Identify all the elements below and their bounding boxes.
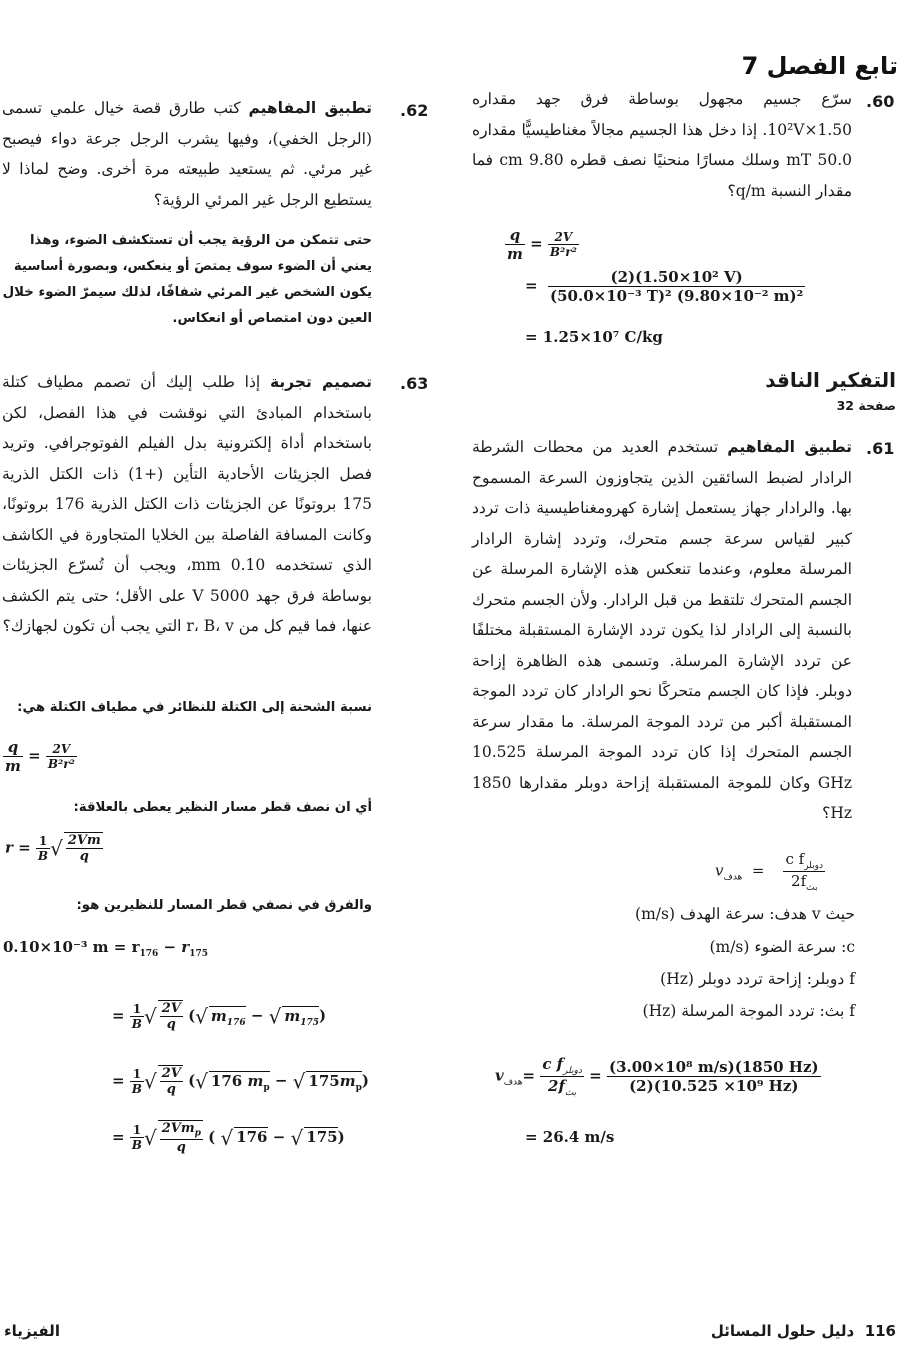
- answer-intro: نسبة الشحنة إلى الكتلة للنظائر في مطياف الكتلة هي:: [17, 700, 372, 715]
- q63-equation-radius: r = $\frac{1}{B}$ √ $\frac{2Vm}{q}$: [5, 833, 101, 864]
- question-number-63: .63: [400, 374, 429, 393]
- question-label: تصميم تجربة: [269, 373, 372, 391]
- q63-equation-step-1: = $\frac{1}{B}$ √ $\frac{2V}{q}$ (√ $m_{176}$ − √ $m_{175}$): [112, 1001, 327, 1032]
- question-label: تطبيق المفاهيم: [727, 438, 852, 456]
- q63-equation-step-3: = $\frac{1}{B}$ √ $\frac{2Vm_p}{q}$ ( √ 176 − √ 175): [112, 1121, 345, 1155]
- footer-page-info: [711, 1322, 896, 1340]
- eq-numerator: (3.00×10⁸ m/s)(1850 Hz): [608, 1058, 819, 1076]
- question-body: إذا طلب إليك أن تصمم مطياف كتلة باستخدام المبادئ التي نوقشت في هذا الفصل، لكن باستخدام أداة إلكترونية بدل الفيلم الفوتوجرافي. وتريد فصل الجزيئات الأحادية التأين (+1) ذات الكتل الذرية 175 بروتونًا عن الجزيئات ذات الكتل الذرية 176 بروتونًا، وكانت المسافة الفاصلة بين الخلايا المتجاورة في الكاشف الذي تستخدمه 0.10 mm، ويجب أن تُسرّع الجزيئات بوساطة فرق جهد 5000 V على الأقل؛ حتى يتم الكشف عنها، فما قيم كل من r، B، v التي يجب أن تكون لجهازك؟: [2, 373, 373, 635]
- eq-denominator: m: [507, 245, 523, 263]
- doppler-formula: $v_{هدف}$ = $\frac{c f_{دوبلر}}{2f_{بث}}$: [715, 850, 824, 893]
- eq-numerator: c $f_{دوبلر}$: [542, 1055, 582, 1076]
- question-62-text: [2, 93, 372, 215]
- eq-numerator: (2)(1.50×10² V): [548, 268, 805, 287]
- footer-book-title: دليل حلول المسائل: [710, 1322, 855, 1340]
- question-number-60: .60: [866, 92, 895, 111]
- q63-equation-difference: 0.10×10⁻³ $m = r_{176} - r_{175}$: [3, 938, 208, 959]
- legend-line: f دوبلر: إزاحة تردد دوبلر (Hz): [660, 970, 855, 988]
- section-title-critical-thinking: التفكير الناقد: [765, 368, 896, 392]
- question-body: كتب طارق قصة خيال علمي تسمى (الرجل الخفي)، وفيها يشرب الرجل جرعة دواء فيصبح غير مرئي. ثم يستعيد طبيعته مرة أخرى. وضح لماذا لا يستطيع الرجل غير المرئي الرؤية؟: [2, 99, 372, 209]
- eq-denominator: B²r²: [549, 245, 577, 259]
- question-number-62: .62: [400, 101, 429, 120]
- question-body: تستخدم العديد من محطات الشرطة الرادار لضبط السائقين الذين يتجاوزون السرعة المسموح بها. والرادار جهاز يستعمل إشارة كهرومغناطيسية ذات تردد كبير لقياس سرعة جسم متحرك، وتردد إشارة الرادار المرسلة معلوم، وعندما تنعكس هذه الإشارة المرسلة عن الجسم المتحرك تلتقط من قبل الرادار. ولأن الجسم متحرك بالنسبة إلى الرادار لذا يكون تردد الإشارة المستقبلة مختلفًا عن تردد الإشارة المرسلة. وتسمى هذه الظاهرة إزاحة دوبلر. فإذا كان الجسم متحركًا نحو الرادار كان تردد الموجة المستقبلة أكبر من تردد الموجة المرسلة. ما مقدار سرعة الجسم المتحرك إذا كان تردد الموجة المرسلة 10.525 GHz وكان للموجة المستقبلة إزاحة دوبلر مقدارها 1850 Hz؟: [472, 438, 852, 822]
- question-60-text: سرّع جسيم مجهول بوساطة فرق جهد مقداره 1.50×10²V. إذا دخل هذا الجسيم مجالاً مغناطيسيًّا مقداره 50.0 mT وسلك مسارًا منحنيًا نصف قطره 9.80 cm فما مقدار النسبة q/m؟: [472, 90, 852, 200]
- eq-denominator: $2f_{بث}$: [548, 1077, 577, 1098]
- question-label: تطبيق المفاهيم: [248, 99, 372, 117]
- radius-intro: أي ان نصف قطر مسار النظير يعطى بالعلاقة:: [73, 800, 372, 815]
- question-62-answer: حتى تتمكن من الرؤية يجب أن تستكشف الضوء، وهذا يعني أن الضوء سوف يمتصَ أو ينعكس، وبصورة أساسية يكون الشخص غير المرئي شفافًا، لذلك سيمرّ الضوء خلال العين دون امتصاص أو انعكاس.: [2, 233, 372, 326]
- eq-numerator: c $f_{دوبلر}$: [785, 850, 824, 871]
- q60-result: = 1.25×10⁷ C/kg: [525, 328, 663, 346]
- footer-page-number: 116: [864, 1322, 896, 1340]
- eq-denominator: (2)(10.525 ×10⁹ Hz): [629, 1077, 799, 1095]
- formula-variable: v: [715, 861, 724, 880]
- question-63-text: [2, 367, 372, 642]
- eq-denominator: $2f_{بث}$: [791, 872, 818, 893]
- footer-subject: الفيزياء: [4, 1322, 60, 1340]
- q60-equation-2: = $\frac{\text{(2)(1.50×10² V)}}{\text{(50.0×10⁻³ T)² (9.80×10⁻² m)²}}$: [525, 268, 804, 305]
- eq-denominator: (50.0×10⁻³ T)² (9.80×10⁻² m)²: [550, 287, 804, 305]
- doppler-calculation: $v_{هدف}=$ $\frac{c f_{دوبلر}}{2f_{بث}}$ = $\frac{\text{(3.00×10⁸ m/s)(1850 Hz)}}{\text{(2)(10.525 ×10⁹ Hz)}}$: [495, 1055, 819, 1098]
- question-61-text: [472, 432, 852, 829]
- question-number-61: .61: [866, 439, 895, 458]
- q60-equation-1: $\frac{q}{m}$ = $\frac{2V}{\text{B²r²}}$: [507, 226, 577, 263]
- eq-numerator: q: [505, 226, 525, 245]
- q61-result: = 26.4 m/s: [525, 1128, 615, 1146]
- subscript-target: هدف: [723, 872, 743, 883]
- section-page-ref: صفحة 32: [836, 398, 896, 413]
- q63-equation-charge-mass: $\frac{q}{m}$ = $\frac{2V}{\text{B²r²}}$: [5, 738, 75, 775]
- legend-line: f بث: تردد الموجة المرسلة (Hz): [642, 1002, 855, 1020]
- chapter-title: تابع الفصل 7: [741, 52, 898, 80]
- q63-equation-step-2: = $\frac{1}{B}$ √ $\frac{2V}{q}$ (√ 176 $m_p$ − √ $175m_p$): [112, 1066, 369, 1097]
- legend-line: c: سرعة الضوء (m/s): [709, 938, 855, 956]
- eq-numerator: 2V: [548, 230, 579, 245]
- difference-intro: والفرق في نصفي قطر المسار للنظيرين هو:: [76, 898, 372, 913]
- legend-line: حيث v هدف: سرعة الهدف (m/s): [635, 905, 855, 923]
